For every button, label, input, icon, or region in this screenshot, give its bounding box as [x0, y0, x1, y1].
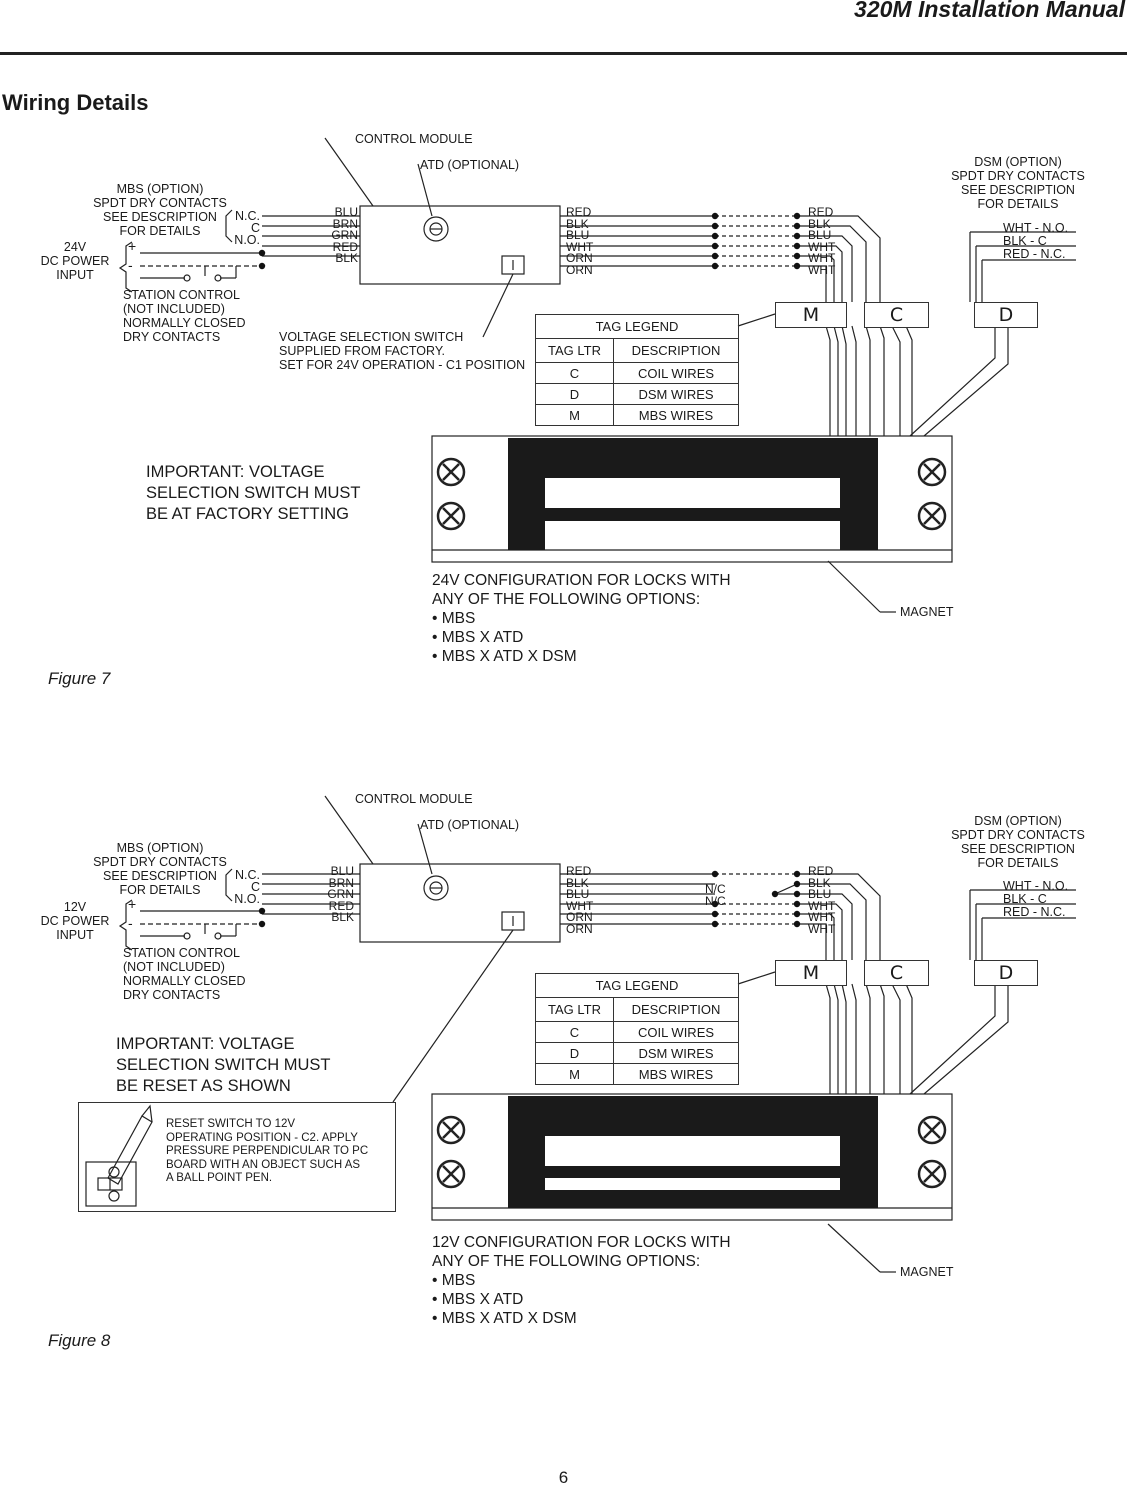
magnet-label: MAGNET [900, 605, 954, 619]
module-right-wire-colors: RED BLK BLU WHT ORN ORN [566, 864, 594, 936]
reset-instructions-text: RESET SWITCH TO 12V OPERATING POSITION - C2. APPLY PRESSURE PERPENDICULAR TO PC BOARD WITH AN OBJECT SUCH AS A BALL POINT PEN. [166, 1118, 369, 1184]
module-left-wire-colors: BLU BRN GRN RED BLK [327, 864, 354, 925]
mbs-contacts: N.C. C N.O. [234, 868, 260, 906]
voltage-switch-note: VOLTAGE SELECTION SWITCH SUPPLIED FROM FACTORY. SET FOR 24V OPERATION - C1 POSITION [279, 330, 526, 372]
section-title: Wiring Details [2, 90, 149, 115]
tag-box-d: D [974, 960, 1038, 986]
tag-legend-table: TAG LEGEND TAG LTR DESCRIPTION C COIL WIRES D DSM WIRES M MBS WIRES [535, 314, 739, 426]
tag-box-m: M [775, 302, 847, 328]
station-control-label: STATION CONTROL (NOT INCLUDED) NORMALLY CLOSED DRY CONTACTS [123, 288, 246, 344]
figure-7-caption: Figure 7 [48, 669, 111, 688]
power-input-label: 24V DC POWER INPUT [40, 240, 110, 282]
atd-label: ATD (OPTIONAL) [420, 818, 520, 832]
important-note: IMPORTANT: VOLTAGE SELECTION SWITCH MUST BE AT FACTORY SETTING [146, 463, 361, 523]
tag-box-d: D [974, 302, 1038, 328]
control-module-box [360, 206, 560, 284]
atd-label: ATD (OPTIONAL) [420, 158, 520, 172]
configuration-note: 24V CONFIGURATION FOR LOCKS WITH ANY OF THE FOLLOWING OPTIONS: • MBS • MBS X ATD • MBS X ATD X DSM [432, 572, 731, 665]
control-module-box [360, 864, 560, 942]
tag-box-m: M [775, 960, 847, 986]
figure-7-wiring-diagram [0, 120, 1127, 780]
tag-box-c: C [864, 960, 929, 986]
module-right-wire-colors: RED BLK BLU WHT ORN ORN [566, 205, 594, 277]
header-rule [0, 52, 1127, 55]
dsm-wire-labels: WHT - N.O. BLK - C RED - N.C. [1003, 879, 1069, 919]
important-note: IMPORTANT: VOLTAGE SELECTION SWITCH MUST BE RESET AS SHOWN [116, 1035, 331, 1095]
control-module-label: CONTROL MODULE [355, 132, 473, 146]
magnet-label: MAGNET [900, 1265, 954, 1279]
plus-sign: + [128, 238, 137, 254]
power-input-label: 12V DC POWER INPUT [40, 900, 110, 942]
tag-box-c: C [864, 302, 929, 328]
tag-legend-table: TAG LEGEND TAG LTR DESCRIPTION C COIL WIRES D DSM WIRES M MBS WIRES [535, 973, 739, 1085]
minus-sign: - [128, 915, 133, 931]
dsm-label: DSM (OPTION) SPDT DRY CONTACTS SEE DESCRIPTION FOR DETAILS [951, 155, 1085, 211]
mbs-label: MBS (OPTION) SPDT DRY CONTACTS SEE DESCRIPTION FOR DETAILS [93, 182, 227, 238]
control-module-label: CONTROL MODULE [355, 792, 473, 806]
minus-sign: - [128, 257, 133, 273]
mbs-contacts: N.C. C N.O. [234, 209, 260, 247]
station-control-label: STATION CONTROL (NOT INCLUDED) NORMALLY CLOSED DRY CONTACTS [123, 946, 246, 1002]
plus-sign: + [128, 896, 137, 912]
figure-8-wiring-diagram [0, 780, 1127, 1440]
lock-wire-colors: RED BLK BLU WHT WHT WHT [808, 864, 836, 936]
dsm-label: DSM (OPTION) SPDT DRY CONTACTS SEE DESCRIPTION FOR DETAILS [951, 814, 1085, 870]
document-title: 320M Installation Manual [854, 0, 1125, 22]
lock-wire-colors: RED BLK BLU WHT WHT WHT [808, 205, 836, 277]
page-number: 6 [558, 1468, 569, 1487]
nc-labels: N/C N/C [705, 882, 726, 908]
figure-8-caption: Figure 8 [48, 1331, 111, 1350]
dsm-wire-labels: WHT - N.O. BLK - C RED - N.C. [1003, 221, 1069, 261]
configuration-note: 12V CONFIGURATION FOR LOCKS WITH ANY OF THE FOLLOWING OPTIONS: • MBS • MBS X ATD • MBS X ATD X DSM [432, 1234, 731, 1327]
module-left-wire-colors: BLU BRN GRN RED BLK [331, 205, 358, 266]
mbs-label: MBS (OPTION) SPDT DRY CONTACTS SEE DESCRIPTION FOR DETAILS [93, 841, 227, 897]
